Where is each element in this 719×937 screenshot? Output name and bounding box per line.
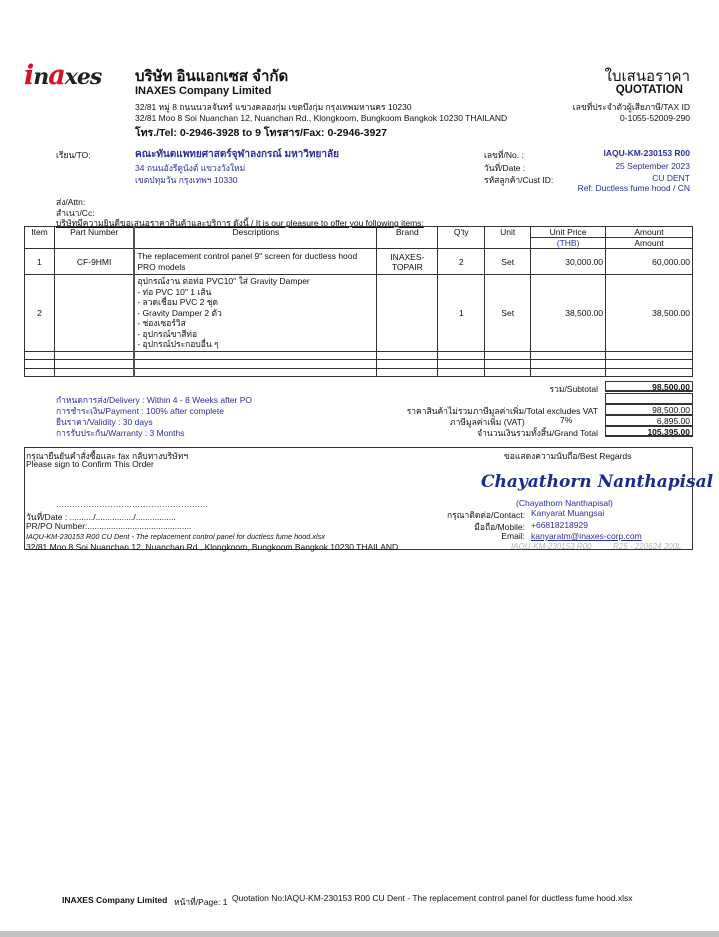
row-unit-price: 38,500.00 xyxy=(531,275,606,352)
row-description xyxy=(134,275,377,352)
desc-line: - ท่อ PVC 10" 1 เส้น xyxy=(137,286,212,297)
desc-line: - ลวดเชื่อม PVC 2 ชุด xyxy=(137,297,218,307)
desc-line: - Gravity Damper 2 ตัว xyxy=(137,307,222,318)
header-currency: (THB) xyxy=(531,238,606,249)
table-row xyxy=(25,275,693,352)
row-qty: 1 xyxy=(438,275,485,352)
row-brand: INAXES-TOPAIR xyxy=(377,249,438,275)
vat-label: ภาษีมูลค่าเพิ่ม (VAT) xyxy=(450,417,525,427)
row-unit: Set xyxy=(485,249,531,275)
cust-id-value: CU DENT xyxy=(652,173,690,183)
intro-text: บริษัทมีความยินดีขอเสนอราคาสินค้าและบริการ ดังนี้ / It is our pleasure to offer you following items; xyxy=(56,218,424,228)
delivery-terms: กำหนดการส่ง/Delivery : Within 4 - 8 Weeks after PO xyxy=(56,395,253,405)
email-label: Email: xyxy=(501,531,525,541)
header-unit: Unit xyxy=(485,227,531,249)
reference: Ref: Ductless fume hood / CN xyxy=(577,183,690,193)
tax-id-value: 0-1055-52009-290 xyxy=(620,113,690,123)
desc-line: - อุปกรณ์ประกอบอื่น ๆ xyxy=(137,339,219,349)
contact-label: กรุณาติดต่อ/Contact: xyxy=(446,510,525,520)
confirm-date-line: วันที่/Date : ........../................/................. xyxy=(26,512,176,522)
header-amount-sub: Amount xyxy=(606,238,693,249)
confirm-address: 32/81 Moo 8 Soi Nuanchan 12, Nuanchan Rd., Klongkoom, Bungkoom Bangkok 10230 THAILAND xyxy=(26,542,399,552)
row-unit-price: 30,000.00 xyxy=(531,249,606,275)
mobile-number: +66818218929 xyxy=(531,520,588,530)
date-label: วันที่/Date : xyxy=(484,163,526,173)
table-row xyxy=(25,249,693,275)
mobile-label: มือถือ/Mobile: xyxy=(474,522,525,532)
row-part-number xyxy=(54,275,134,352)
customer-address-2: เขตปทุมวัน กรุงเทพฯ 10330 xyxy=(135,175,238,185)
signature-line: ........................................................ xyxy=(56,500,209,509)
desc-line: - อุปกรณ์ขาสีท่อ xyxy=(137,328,198,339)
row-description: The replacement control panel 9" screen for ductless hood PRO models xyxy=(134,249,377,275)
header-brand: Brand xyxy=(377,227,438,249)
row-item: 1 xyxy=(25,249,55,275)
signature: Chayathorn Nanthapisal xyxy=(481,472,714,492)
file-name: IAQU-KM-230153 R00 CU Dent - The replacement control panel for ductless fume hood.xlsx xyxy=(26,532,325,541)
company-address-en: 32/81 Moo 8 Soi Nuanchan 12, Nuanchan Rd., Klongkoom, Bungkoom Bangkok 10230 THAILAND xyxy=(135,113,508,123)
grand-total-label: จำนวนเงินรวมทั้งสิ้น/Grand Total xyxy=(477,428,598,438)
empty-row xyxy=(25,360,693,369)
warranty-terms: การรับประกัน/Warranty : 3 Months xyxy=(56,428,185,438)
customer-address-1: 34 ถนนอังรีดูนังต์ แขวงวังใหม่ xyxy=(135,163,246,173)
row-item: 2 xyxy=(25,275,55,352)
row-qty: 2 xyxy=(438,249,485,275)
empty-row xyxy=(25,368,693,377)
quote-no-value: IAQU-KM-230153 R00 xyxy=(603,148,690,158)
grand-total-value: 105,395.00 xyxy=(605,426,693,437)
desc-line: อุปกรณ์งาน ต่อท่อ PVC10" ใส่ Gravity Damper xyxy=(137,276,310,286)
footer-page: หน้าที่/Page: 1 xyxy=(174,897,228,907)
header-part-number: Part Number xyxy=(54,227,134,249)
doc-title-en: QUOTATION xyxy=(615,84,683,96)
doc-ref: IAQU-KM-230153 R00 xyxy=(511,542,592,551)
excl-vat-value: 98,500.00 xyxy=(605,404,693,415)
attn-label: ส่ง/Attn: xyxy=(56,197,86,207)
customer-name: คณะทันตแพทยศาสตร์จุฬาลงกรณ์ มหาวิทยาลัย xyxy=(135,149,339,160)
company-name-th: บริษัท อินแอกเซส จำกัด xyxy=(135,68,289,85)
best-regards: ขอแสดงความนับถือ/Best Regards xyxy=(504,451,632,461)
header-descriptions: Descriptions xyxy=(134,227,377,249)
row-unit: Set xyxy=(485,275,531,352)
company-address-th: 32/81 หมู่ 8 ถนนนวลจันทร์ แขวงคลองกุ่ม เขตบึงกุ่ม กรุงเทพมหานคร 10230 xyxy=(135,102,412,112)
table-header-row xyxy=(25,227,693,238)
company-tel-fax: โทร./Tel: 0-2946-3928 to 9 โทรสาร/Fax: 0-2946-3927 xyxy=(135,127,388,139)
footer-company: INAXES Company Limited xyxy=(62,895,168,905)
row-part-number: CF-9HMI xyxy=(54,249,134,275)
quote-no-label: เลขที่/No. : xyxy=(484,150,524,160)
contact-name: Kanyarat Muangsai xyxy=(531,508,605,518)
subtotal-label: รวม/Subtotal xyxy=(549,384,598,394)
validity-terms: ยืนราคา/Validity : 30 days xyxy=(56,417,153,427)
confirm-line-en: Please sign to Confirm This Order xyxy=(26,459,154,469)
company-name-en: INAXES Company Limited xyxy=(135,85,272,97)
to-label: เรียน/TO: xyxy=(56,150,91,160)
header-amount: Amount xyxy=(606,227,693,238)
header-qty: Q'ty xyxy=(438,227,485,249)
bottom-scrollbar[interactable] xyxy=(0,931,719,937)
row-brand xyxy=(377,275,438,352)
date-value: 25 September 2023 xyxy=(615,161,690,171)
header-item: Item xyxy=(25,227,55,249)
row-amount: 38,500.00 xyxy=(606,275,693,352)
company-logo: inaxes xyxy=(24,60,102,91)
doc-title-th: ใบเสนอราคา xyxy=(604,68,690,85)
blank-total-cell xyxy=(605,393,693,404)
excl-vat-label: ราคาสินค้าไม่รวมภาษีมูลค่าเพิ่ม/Total excludes VAT xyxy=(406,406,598,416)
doc-revision: R25 - 220624 200L xyxy=(613,542,682,551)
email-link[interactable]: kanyaratm@inaxes-corp.com xyxy=(531,531,642,541)
cust-id-label: รหัสลูกค้า/Cust ID: xyxy=(484,175,554,185)
row-amount: 60,000.00 xyxy=(606,249,693,275)
subtotal-value: 98,500.00 xyxy=(605,381,693,392)
cc-label: สำเนา/Cc: xyxy=(56,208,95,218)
po-number-line: PR/PO Number:............................................ xyxy=(26,521,192,531)
empty-row xyxy=(25,351,693,360)
footer-file: Quotation No:IAQU-KM-230153 R00 CU Dent - The replacement control panel for ductless fume hood.xlsx xyxy=(232,893,633,903)
desc-line: - ช่องเซอร์วิส xyxy=(137,318,186,328)
signer-name: (Chayathorn Nanthapisal) xyxy=(516,498,613,508)
tax-id-label: เลขที่ประจำตัวผู้เสียภาษี/TAX ID xyxy=(572,102,690,112)
payment-terms: การชำระเงิน/Payment : 100% after complete xyxy=(56,406,224,416)
vat-value: 6,895.00 xyxy=(605,415,693,426)
vat-rate: 7% xyxy=(560,415,573,425)
items-table xyxy=(24,226,693,377)
header-unit-price: Unit Price xyxy=(531,227,606,238)
confirm-line-th: กรุณายืนยันคำสั่งซื้อและ fax กลับทางบริษัทฯ xyxy=(26,451,189,461)
